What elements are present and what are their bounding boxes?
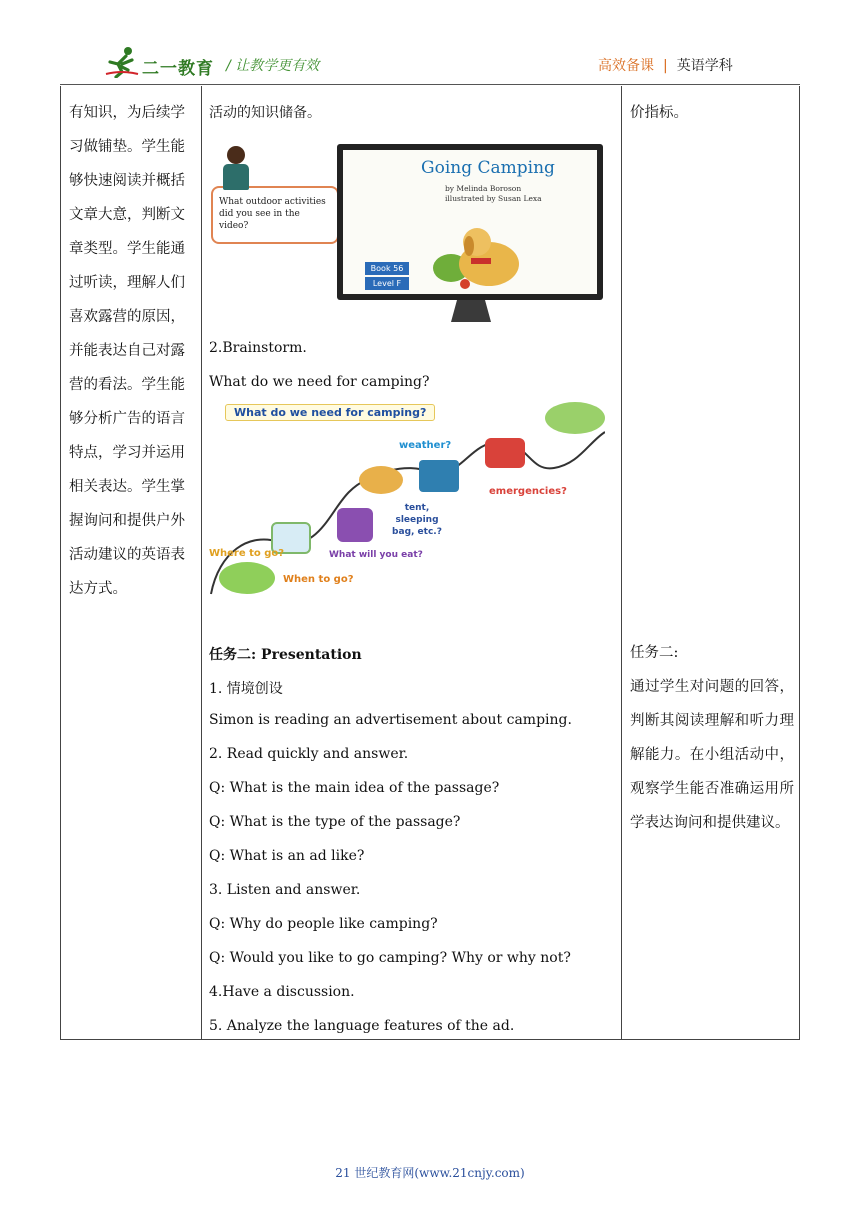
activity-line: 1. 情境创设 — [209, 681, 283, 697]
task2-title — [209, 644, 362, 664]
assessment-task2-text: 通过学生对问题的回答，判断其阅读理解和听力理解能力。在小组活动中，观察学生能否准确运用所学表达询问和提供建议。 — [630, 679, 794, 831]
book-level: Level F — [365, 277, 409, 290]
activity-line: 2. Read quickly and answer. — [209, 746, 409, 762]
label-weather: weather? — [399, 440, 452, 451]
monitor-screen — [343, 150, 597, 294]
video-slide-image — [209, 144, 605, 326]
dog-illustration-icon — [431, 220, 531, 292]
speech-bubble-text: What outdoor activities did you see in the video? — [219, 197, 326, 231]
label-where: Where to go? — [209, 548, 285, 559]
activity-line: Q: What is the type of the passage? — [209, 814, 461, 830]
activity-line: Q: What is an ad like? — [209, 848, 365, 864]
activity-line: Q: Would you like to go camping? Why or why not? — [209, 950, 571, 966]
assessment-top-text: 价指标。 — [630, 105, 688, 121]
activity-line: 5. Analyze the language features of the ad. — [209, 1018, 515, 1034]
intro-text: 活动的知识储备。 — [209, 105, 321, 121]
book-credits — [445, 184, 542, 204]
logo — [104, 46, 224, 80]
activities-column — [201, 86, 622, 1039]
tag-efficient-prep: 高效备课 — [598, 58, 654, 74]
task2-title-en: Presentation — [261, 647, 362, 663]
task2-title-cn: 任务二: — [209, 647, 262, 663]
page-footer: 21 世纪教育网(www.21cnjy.com) — [335, 1166, 525, 1180]
lesson-table — [60, 86, 800, 1040]
tag-subject: 英语学科 — [676, 58, 733, 74]
campfire-icon — [359, 466, 403, 494]
brainstorm-heading: 2.Brainstorm. — [209, 340, 307, 356]
label-emergencies: emergencies? — [489, 486, 567, 497]
book-author: by Melinda Boroson — [445, 184, 522, 193]
activity-line: Q: What is the main idea of the passage? — [209, 780, 500, 796]
book-number: Book 56 — [365, 262, 409, 275]
first-aid-kit-icon — [485, 438, 525, 468]
campsite-icon — [545, 402, 605, 434]
activity-line: 3. Listen and answer. — [209, 882, 361, 898]
map-title: What do we need for camping? — [225, 404, 435, 421]
runner-logo-icon — [104, 46, 140, 78]
slogan: / 让教学更有效 — [226, 58, 320, 74]
book-title: Going Camping — [421, 158, 555, 178]
food-icon — [337, 508, 373, 542]
page-header — [0, 0, 860, 86]
teacher-body — [223, 164, 249, 190]
monitor-stand — [451, 300, 491, 322]
brainstorm-question: What do we need for camping? — [209, 374, 430, 390]
activity-line: Q: Why do people like camping? — [209, 916, 438, 932]
label-tent: tent, sleeping bag, etc.? — [392, 503, 442, 537]
objectives-text: 有知识，为后续学习做铺垫。学生能够快速阅读并概括文章大意，判断文章类型。学生能通过听读，理解人们喜欢露营的原因，并能表达自己对露营的看法。学生能够分析广告的语言特点，学习并运用相关表达。学生掌握询问和提供户外活动建议的英语表达方式。 — [69, 105, 185, 597]
activity-line: 4.Have a discussion. — [209, 984, 355, 1000]
assessment-column — [622, 86, 800, 1039]
assessment-task2-label: 任务二: — [630, 645, 679, 661]
tent-icon — [419, 460, 459, 492]
header-divider — [60, 84, 800, 85]
label-when: When to go? — [283, 574, 354, 585]
teacher-icon — [227, 146, 245, 164]
map-location-icon — [219, 562, 275, 594]
monitor — [337, 144, 603, 300]
assessment-task2 — [630, 636, 794, 840]
logo-text: 二一教育 — [142, 59, 214, 79]
book-illustrator: illustrated by Susan Lexa — [445, 194, 542, 203]
activity-line: Simon is reading an advertisement about camping. — [209, 712, 572, 728]
tag-separator: | — [663, 58, 668, 74]
header-tags — [598, 55, 733, 75]
camping-mind-map-image — [209, 402, 605, 598]
label-eat: What will you eat? — [329, 550, 423, 560]
objectives-column — [61, 86, 202, 1039]
